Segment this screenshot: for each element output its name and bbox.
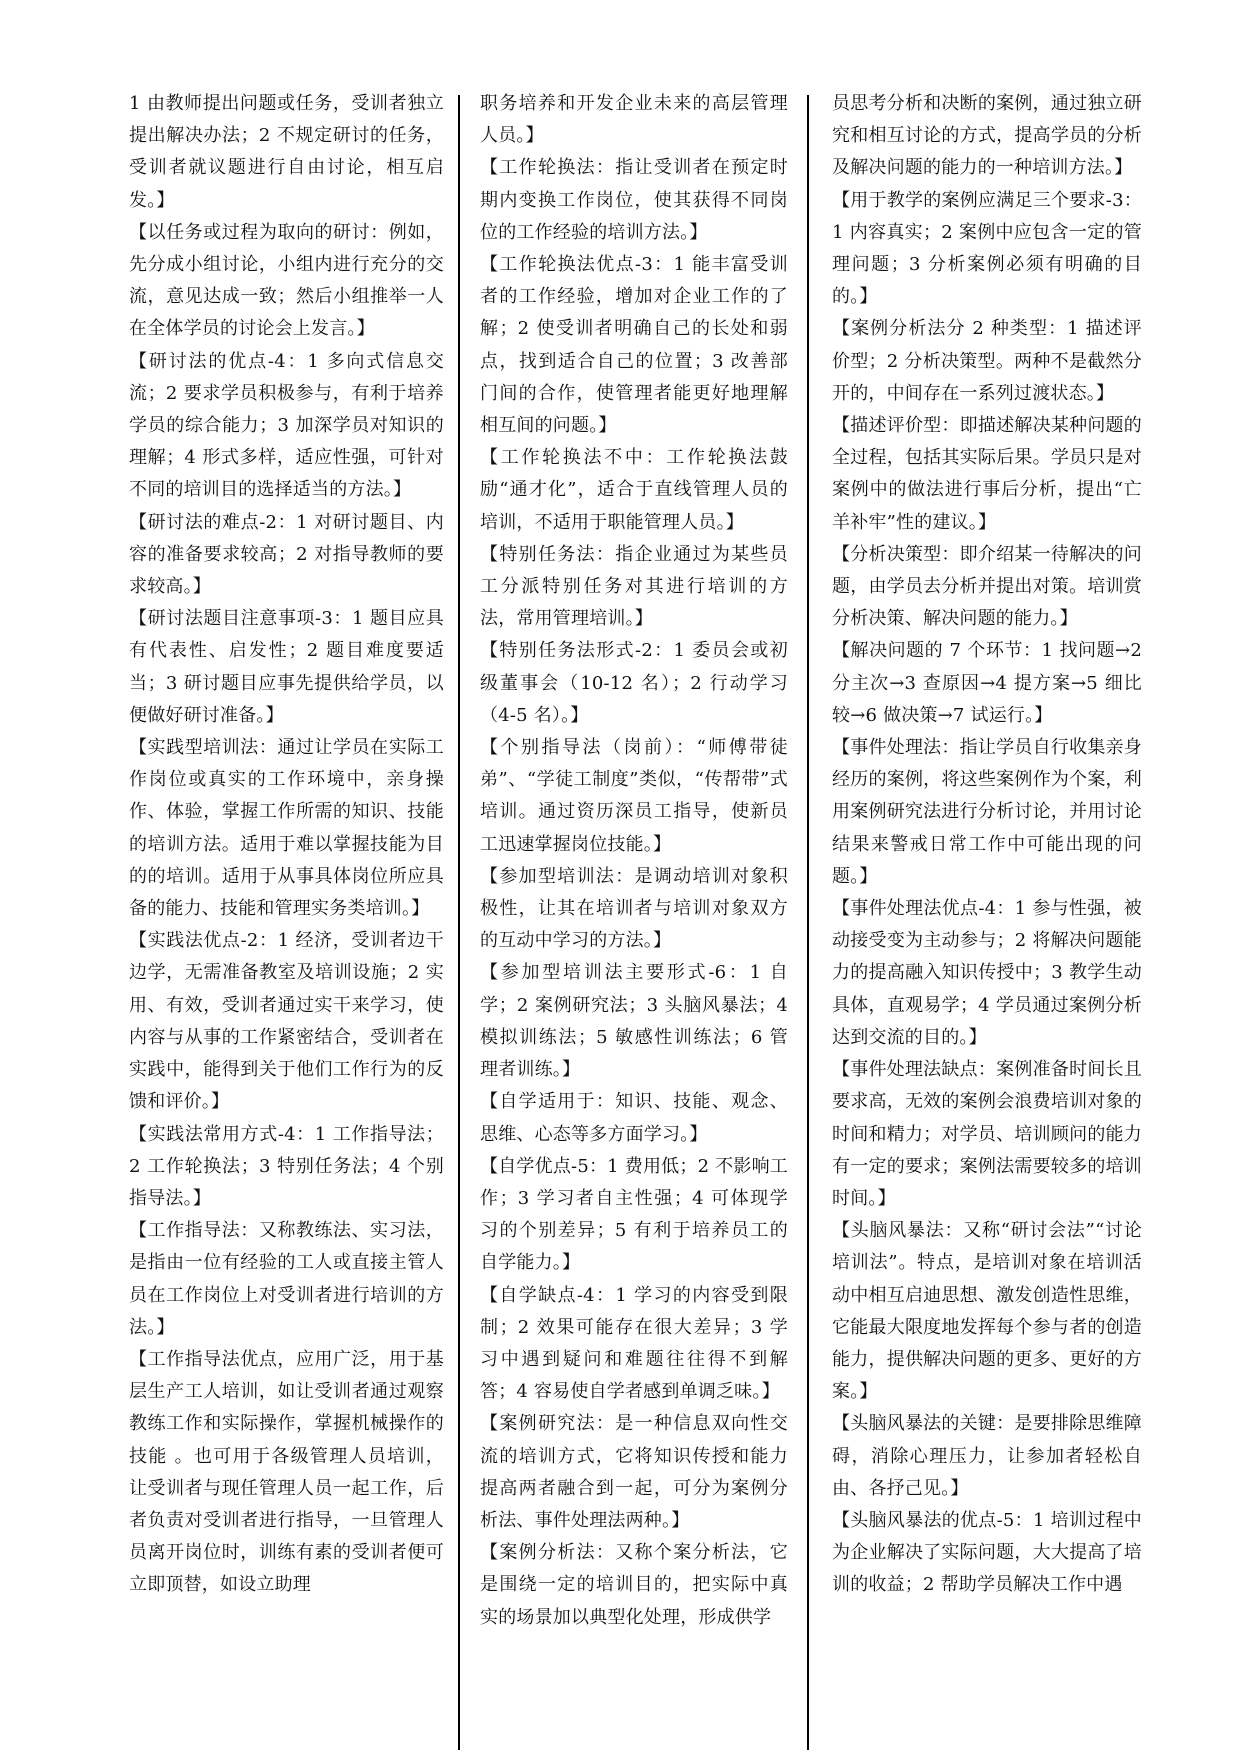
text-column-3: [832, 88, 1142, 1748]
paragraph: 【自学缺点-4：1 学习的内容受到限制；2 效果可能存在很大差异；3 学习中遇到疑问和难题往往得不到解答；4 容易使自学者感到单调乏味。】: [480, 1284, 788, 1403]
paragraph: 【工作轮换法优点-3：1 能丰富受训者的工作经验，增加对企业工作的了解；2 使受训者明确自己的长处和弱点，找到适合自己的位置；3 改善部门间的合作，使管理者能更好地理解相互间的问题。】: [480, 254, 788, 437]
paragraph: 【事件处理法：指让学员自行收集亲身经历的案例，将这些案例作为个案，利用案例研究法进行分析讨论，并用讨论结果来警戒日常工作中可能出现的问题。】: [832, 737, 1142, 887]
paragraph: 【研讨法的优点-4：1 多向式信息交流；2 要求学员积极参与，有利于培养学员的综合能力；3 加深学员对知识的理解；4 形式多样，适应性强，可针对不同的培训目的选择适当的方法。】: [129, 350, 444, 501]
paragraph: 【头脑风暴法的关键：是要排除思维障碍，消除心理压力，让参加者轻松自由、各抒己见。】: [832, 1413, 1142, 1499]
text-column-1: [129, 88, 444, 1748]
paragraph: 【解决问题的 7 个环节：1 找问题→2 分主次→3 查原因→4 提方案→5 细比较→6 做决策→7 试运行。】: [832, 640, 1142, 726]
paragraph: 【特别任务法形式-2：1 委员会或初级董事会（10-12 名）；2 行动学习（4-5 名）。】: [480, 640, 788, 726]
paragraph: 【案例分析法分 2 种类型：1 描述评价型；2 分析决策型。两种不是截然分开的，中间存在一系列过渡状态。】: [832, 318, 1142, 404]
paragraph: 【实践型培训法：通过让学员在实际工作岗位或真实的工作环境中，亲身操作、体验，掌握工作所需的知识、技能的培训方法。适用于难以掌握技能为目的的培训。适用于从事具体岗位所应具备的能力、技能和管理实务类培训。】: [129, 737, 444, 920]
paragraph: 【事件处理法优点-4：1 参与性强，被动接受变为主动参与；2 将解决问题能力的提高融入知识传授中；3 教学生动具体，直观易学；4 学员通过案例分析达到交流的目的。】: [832, 898, 1142, 1048]
paragraph: 【工作轮换法：指让受训者在预定时期内变换工作岗位，使其获得不同岗位的工作经验的培训方法。】: [480, 157, 788, 243]
paragraph: 1 由教师提出问题或任务，受训者独立提出解决办法；2 不规定研讨的任务，受训者就议题进行自由讨论，相互启发。】: [129, 93, 444, 211]
column-divider: [458, 95, 460, 1750]
paragraph: 【实践法优点-2：1 经济，受训者边干边学，无需准备教室及培训设施；2 实用、有效，受训者通过实干来学习，使内容与从事的工作紧密结合，受训者在实践中，能得到关于他们工作行为的反馈和评价。】: [129, 930, 444, 1113]
paragraph: 【特别任务法：指企业通过为某些员工分派特别任务对其进行培训的方法，常用管理培训。】: [480, 543, 788, 630]
paragraph: 【工作指导法优点，应用广泛，用于基层生产工人培训，如让受训者通过观察教练工作和实际操作，掌握机械操作的技能 。也可用于各级管理人员培训，让受训者与现任管理人员一起工作，后者负责对受训者进行指导，一旦管理人员离开岗位时，训练有素的受训者便可立即顶替，如设立助理: [129, 1348, 444, 1596]
paragraph: 【实践法常用方式-4：1 工作指导法；2 工作轮换法；3 特别任务法；4 个别指导法。】: [129, 1123, 444, 1209]
paragraph: 【用于教学的案例应满足三个要求-3：1 内容真实；2 案例中应包含一定的管理问题；3 分析案例必须有明确的目的。】: [832, 189, 1142, 308]
paragraph: 【研讨法的难点-2：1 对研讨题目、内容的准备要求较高；2 对指导教师的要求较高。】: [129, 511, 444, 598]
paragraph: 【头脑风暴法：又称“研讨会法”“讨论培训法”。特点，是培训对象在培训活动中相互启迪思想、激发创造性思维，它能最大限度地发挥每个参与者的创造能力，提供解决问题的更多、更好的方案。】: [832, 1220, 1142, 1403]
paragraph: 【分析决策型：即介绍某一待解决的问题，由学员去分析并提出对策。培训赏分析决策、解决问题的能力。】: [832, 543, 1142, 630]
paragraph: 【事件处理法缺点：案例准备时间长且要求高，无效的案例会浪费培训对象的时间和精力；对学员、培训顾问的能力有一定的要求；案例法需要较多的培训时间。】: [832, 1059, 1142, 1209]
paragraph: 【参加型培训法：是调动培训对象积极性，让其在培训者与培训对象双方的互动中学习的方法。】: [480, 865, 788, 952]
paragraph: 【研讨法题目注意事项-3：1 题目应具有代表性、启发性；2 题目难度要适当；3 研讨题目应事先提供给学员，以便做好研讨准备。】: [129, 608, 444, 726]
paragraph: 【自学适用于：知识、技能、观念、思维、心态等多方面学习。】: [480, 1091, 788, 1145]
paragraph: 【工作指导法：又称教练法、实习法，是指由一位有经验的工人或直接主管人员在工作岗位上对受训者进行培训的方法。】: [129, 1220, 444, 1338]
paragraph: 【自学优点-5：1 费用低；2 不影响工作；3 学习者自主性强；4 可体现学习的个别差异；5 有利于培养员工的自学能力。】: [480, 1155, 788, 1274]
paragraph: 【头脑风暴法的优点-5：1 培训过程中为企业解决了实际问题，大大提高了培训的收益；2 帮助学员解决工作中遇: [832, 1509, 1142, 1596]
paragraph: 【个别指导法（岗前）：“师傅带徒弟”、“学徒工制度”类似，“传帮带”式培训。通过资历深员工指导，使新员工迅速掌握岗位技能。】: [480, 737, 788, 855]
text-column-2: [480, 88, 788, 1748]
paragraph: 【以任务或过程为取向的研讨：例如，先分成小组讨论，小组内进行充分的交流，意见达成一致；然后小组推举一人在全体学员的讨论会上发言。】: [129, 221, 444, 340]
paragraph: 【工作轮换法不中：工作轮换法鼓励“通才化”，适合于直线管理人员的培训，不适用于职能管理人员。】: [480, 447, 788, 533]
paragraph: 员思考分析和决断的案例，通过独立研究和相互讨论的方式，提高学员的分析及解决问题的能力的一种培训方法。】: [832, 93, 1142, 179]
paragraph: 【案例分析法：又称个案分析法，它是围绕一定的培训目的，把实际中真实的场景加以典型化处理，形成供学: [480, 1542, 788, 1628]
paragraph: 【案例研究法：是一种信息双向性交流的培训方式，它将知识传授和能力提高两者融合到一起，可分为案例分析法、事件处理法两种。】: [480, 1413, 788, 1531]
paragraph: 【参加型培训法主要形式-6：1 自学；2 案例研究法；3 头脑风暴法；4 模拟训练法；5 敏感性训练法；6 管理者训练。】: [480, 962, 788, 1081]
paragraph: 职务培养和开发企业未来的高层管理人员。】: [480, 93, 788, 147]
column-divider: [807, 95, 809, 1750]
paragraph: 【描述评价型：即描述解决某种问题的全过程，包括其实际后果。学员只是对案例中的做法进行事后分析，提出“亡羊补牢”性的建议。】: [832, 415, 1142, 533]
